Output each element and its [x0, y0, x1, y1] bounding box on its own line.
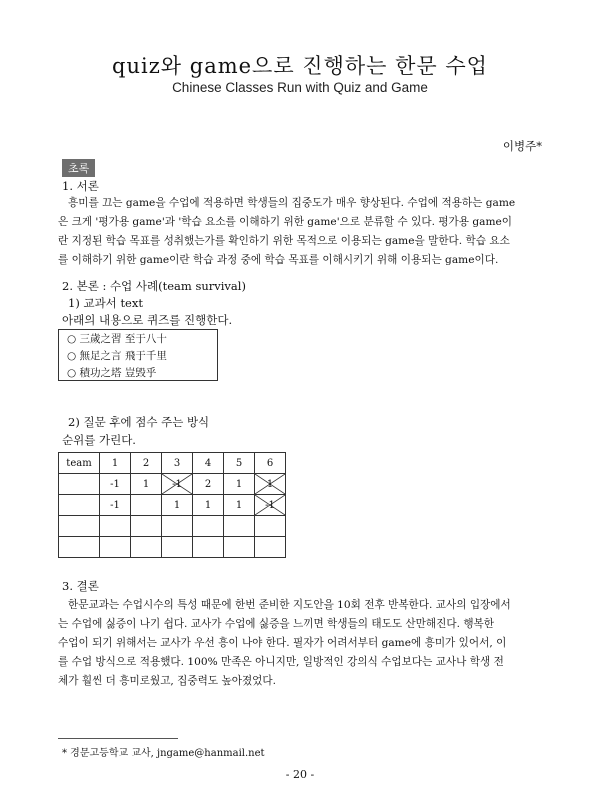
table-cell — [100, 516, 131, 537]
table-cell — [131, 495, 162, 516]
quiz-item: ○ 無足之言 飛于千里 — [67, 350, 167, 362]
table-cell: 2 — [131, 453, 162, 474]
table-cell — [224, 516, 255, 537]
table-cell — [59, 495, 100, 516]
table-cell — [100, 537, 131, 558]
table-cell-crossed: 1 — [255, 474, 286, 495]
intro-line: 란 지정된 학습 목표를 성취했는가를 확인하기 위한 목적으로 이용되는 game을 말한다. 학습 요소 — [58, 235, 510, 247]
subsection-textbook: 1) 교과서 text — [68, 296, 143, 310]
quiz-item: ○ 積功之塔 豈毁乎 — [67, 367, 157, 379]
table-cell — [59, 516, 100, 537]
table-cell: -1 — [100, 495, 131, 516]
table-cell: 4 — [193, 453, 224, 474]
section-conclusion-body — [58, 596, 546, 691]
conclusion-line: 수업이 되기 위해서는 교사가 우선 흥이 나야 한다. 필자가 어려서부터 game에 흥미가 있어서, 이 — [58, 637, 507, 649]
conclusion-line: 한문교과는 수업시수의 특성 때문에 한번 준비한 지도안을 10회 전후 반복한다. 교사의 입장에서 — [68, 599, 511, 611]
subsection-scoring-desc: 순위를 가린다. — [62, 433, 136, 447]
abstract-tag: 초록 — [62, 159, 95, 177]
section-body-heading: 2. 본론 : 수업 사례(team survival) — [62, 279, 246, 293]
table-cell — [255, 516, 286, 537]
table-cell: 1 — [224, 495, 255, 516]
table-cell — [59, 474, 100, 495]
table-cell: 1 — [224, 474, 255, 495]
table-cell: 1 — [100, 453, 131, 474]
quiz-box — [58, 329, 218, 381]
table-cell: 1 — [193, 495, 224, 516]
table-cell: 6 — [255, 453, 286, 474]
subsection-textbook-desc: 아래의 내용으로 퀴즈를 진행한다. — [62, 313, 233, 327]
intro-line: 은 크게 '평가용 game'과 '학습 요소를 이해하기 위한 game'으로 분류할 수 있다. 평가용 game이 — [58, 216, 513, 228]
footnote: * 경문고등학교 교사, jngame@hanmail.net — [62, 748, 265, 759]
table-cell — [193, 516, 224, 537]
table-cell: 3 — [162, 453, 193, 474]
footnote-divider — [58, 738, 178, 739]
table-row — [59, 495, 286, 516]
subsection-scoring: 2) 질문 후에 점수 주는 방식 — [68, 415, 210, 429]
conclusion-line: 는 수업에 싫증이 나기 쉽다. 교사가 수업에 싫증을 느끼면 학생들의 태도도 산만해진다. 행복한 — [58, 618, 495, 630]
conclusion-line: 체가 훨씬 더 흥미로웠고, 집중력도 높아졌었다. — [58, 675, 277, 687]
page-number: - 20 - — [285, 768, 315, 781]
intro-line: 흥미를 끄는 game을 수업에 적용하면 학생들의 집중도가 매우 향상된다. 수업에 적용하는 game — [68, 197, 516, 209]
table-cell — [255, 537, 286, 558]
table-cell: 5 — [224, 453, 255, 474]
table-cell: 1 — [162, 495, 193, 516]
quiz-item: ○ 三歲之習 至于八十 — [67, 333, 167, 345]
paper-subtitle: Chinese Classes Run with Quiz and Game — [172, 80, 428, 95]
section-intro-body — [58, 194, 546, 270]
table-cell — [131, 516, 162, 537]
paper-title: quiz와 game으로 진행하는 한문 수업 — [112, 54, 488, 78]
intro-line: 를 이해하기 위한 game이란 학습 과정 중에 학습 목표를 이해시키기 위해 이용되는 game이다. — [58, 254, 499, 266]
section-conclusion-heading: 3. 결론 — [62, 579, 99, 593]
section-intro-heading: 1. 서론 — [62, 179, 99, 193]
table-cell-crossed: -1 — [162, 474, 193, 495]
table-cell: 2 — [193, 474, 224, 495]
table-cell-crossed: -1 — [255, 495, 286, 516]
table-cell: 1 — [131, 474, 162, 495]
table-cell — [162, 516, 193, 537]
score-table — [58, 452, 286, 558]
table-row — [59, 537, 286, 558]
author-name: 이병주* — [502, 139, 542, 153]
table-cell — [193, 537, 224, 558]
table-cell — [162, 537, 193, 558]
conclusion-line: 를 수업 방식으로 적용했다. 100% 만족은 아니지만, 일방적인 강의식 수업보다는 교사나 학생 전 — [58, 656, 504, 668]
table-row — [59, 474, 286, 495]
table-cell — [131, 537, 162, 558]
table-row — [59, 516, 286, 537]
table-cell: team — [59, 453, 100, 474]
table-cell — [224, 537, 255, 558]
table-header-row — [59, 453, 286, 474]
table-cell: -1 — [100, 474, 131, 495]
table-cell — [59, 537, 100, 558]
